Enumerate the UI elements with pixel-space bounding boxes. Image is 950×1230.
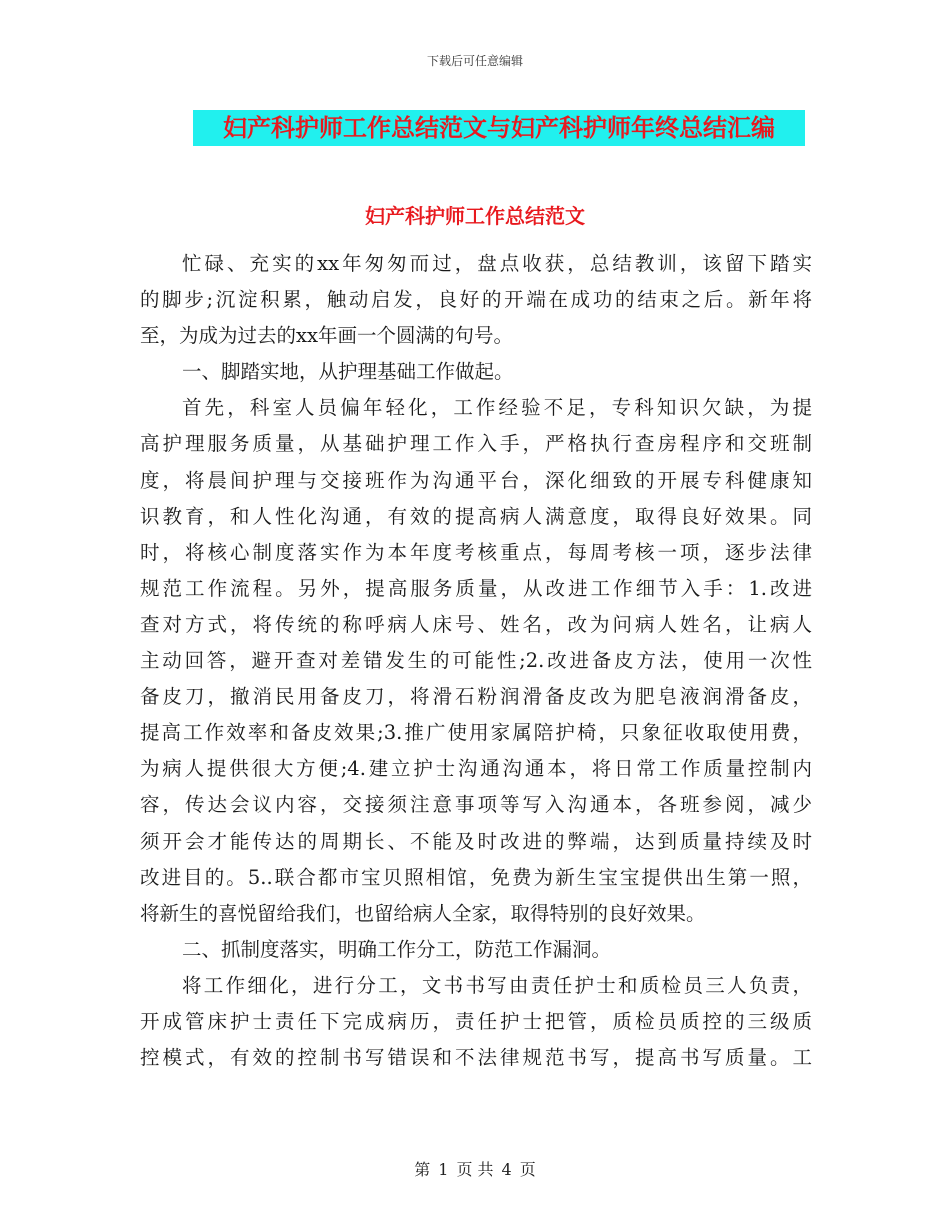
paragraph-line: 忙碌、充实的xx年匆匆而过，盘点收获，总结教训，该留下踏实 <box>182 252 812 275</box>
footer-page-number: 1 <box>438 1160 449 1179</box>
paragraph-line: 主动回答，避开查对差错发生的可能性;2.改进备皮方法，使用一次性 <box>140 649 812 673</box>
paragraph-line: 高护理服务质量，从基础护理工作入手，严格执行查房程序和交班制 <box>140 432 812 456</box>
paragraph-line: 改进目的。5..联合都市宝贝照相馆，免费为新生宝宝提供出生第一照， <box>140 865 812 889</box>
paragraph-line: 的脚步;沉淀积累，触动启发，良好的开端在成功的结束之后。新年将 <box>140 288 812 312</box>
paragraph-line: 开成管床护士责任下完成病历，责任护士把管，质检员质控的三级质 <box>140 1009 812 1033</box>
paragraph-line: 查对方式，将传统的称呼病人床号、姓名，改为问病人姓名，让病人 <box>140 612 812 636</box>
main-title: 妇产科护师工作总结范文与妇产科护师年终总结汇编 <box>223 114 775 142</box>
paragraph-line: 至，为成为过去的xx年画一个圆满的句号。 <box>140 324 513 348</box>
paragraph-line: 一、脚踏实地，从护理基础工作做起。 <box>182 360 514 384</box>
paragraph-line: 时，将核心制度落实作为本年度考核重点，每周考核一项，逐步法律 <box>140 540 812 564</box>
footer-suffix: 页 <box>519 1160 536 1179</box>
footer-prefix: 第 <box>414 1160 431 1179</box>
footer-total-pages: 4 <box>501 1160 512 1179</box>
paragraph-line: 控模式，有效的控制书写错误和不法律规范书写，提高书写质量。工 <box>140 1046 812 1070</box>
paragraph-line: 识教育，和人性化沟通，有效的提高病人满意度，取得良好效果。同 <box>140 504 812 528</box>
paragraph-line: 将工作细化，进行分工，文书书写由责任护士和质检员三人负责， <box>182 973 812 997</box>
section-title: 妇产科护师工作总结范文 <box>365 204 585 228</box>
paragraph-line: 为病人提供很大方便;4.建立护士沟通沟通本，将日常工作质量控制内 <box>140 757 812 781</box>
paragraph-line: 二、抓制度落实，明确工作分工，防范工作漏洞。 <box>182 937 612 961</box>
paragraph-line: 度，将晨间护理与交接班作为沟通平台，深化细致的开展专科健康知 <box>140 468 812 492</box>
header-note: 下载后可任意编辑 <box>426 54 523 68</box>
paragraph-line: 提高工作效率和备皮效果;3.推广使用家属陪护椅，只象征收取使用费， <box>140 721 812 745</box>
page-footer <box>0 1157 950 1180</box>
paragraph-line: 须开会才能传达的周期长、不能及时改进的弊端，达到质量持续及时 <box>140 829 812 853</box>
paragraph-line: 规范工作流程。另外，提高服务质量，从改进工作细节入手：1.改进 <box>140 576 812 600</box>
paragraph-line: 将新生的喜悦留给我们，也留给病人全家，取得特别的良好效果。 <box>140 901 706 925</box>
paragraph-line: 备皮刀，撤消民用备皮刀，将滑石粉润滑备皮改为肥皂液润滑备皮， <box>140 685 812 709</box>
body-text <box>140 246 812 1076</box>
main-title-highlight <box>193 110 805 146</box>
footer-middle: 页 共 <box>456 1160 494 1179</box>
paragraph-line: 首先，科室人员偏年轻化，工作经验不足，专科知识欠缺，为提 <box>182 396 812 420</box>
paragraph-line: 容，传达会议内容，交接须注意事项等写入沟通本，各班参阅，减少 <box>140 793 812 817</box>
